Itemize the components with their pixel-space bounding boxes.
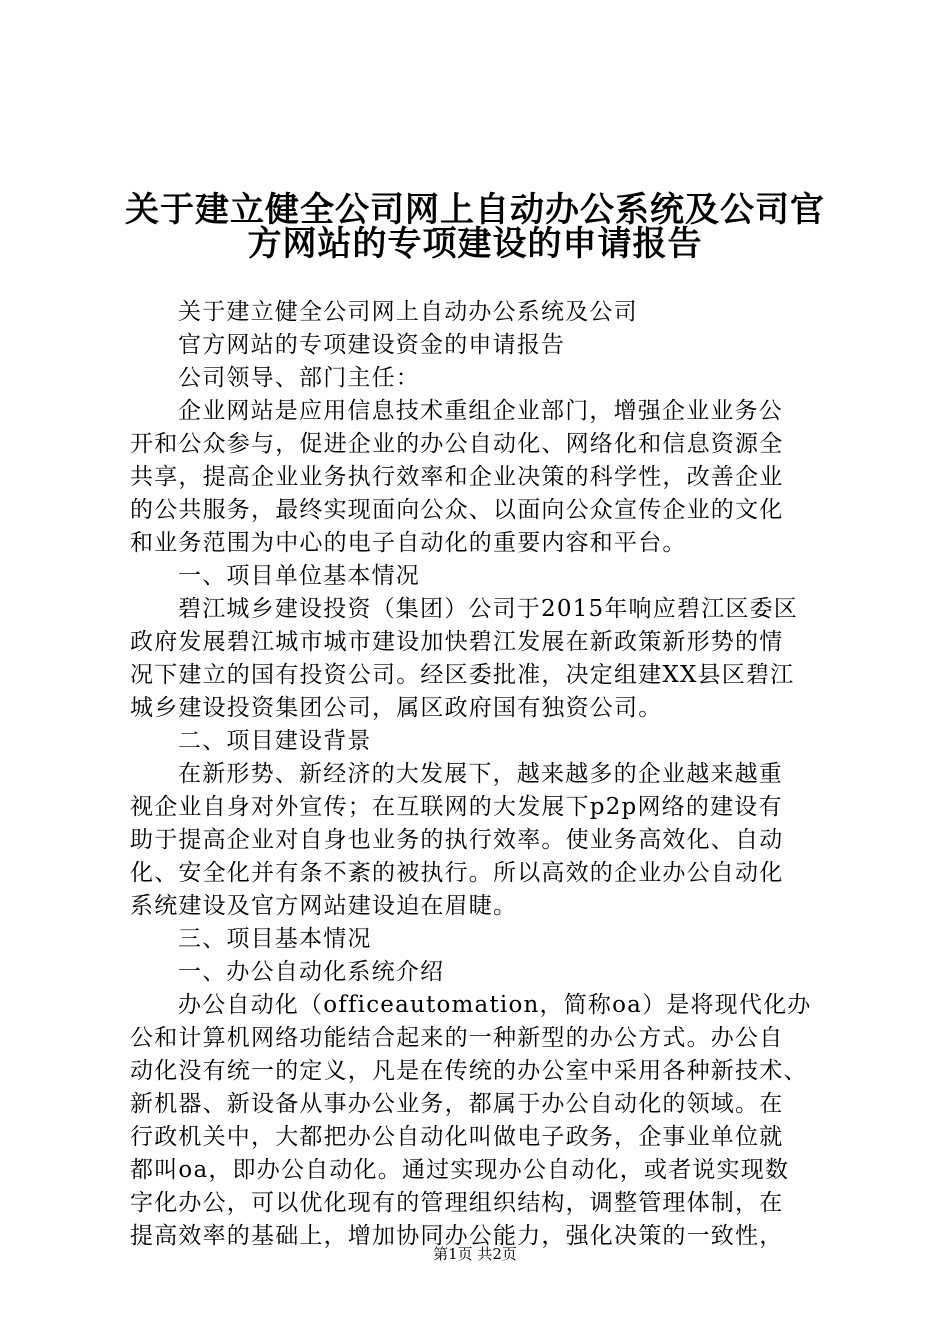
paragraph-line: 政府发展碧江城市城市建设加快碧江发展在新政策新形势的情: [130, 629, 784, 655]
paragraph-line: 新机器、新设备从事办公业务，都属于办公自动化的领域。在: [130, 1091, 784, 1117]
paragraph-line: 办公自动化（officeautomation，简称oa）是将现代化办: [178, 992, 812, 1018]
salutation: 公司领导、部门主任：: [178, 365, 420, 391]
paragraph-line: 企业网站是应用信息技术重组企业部门，增强企业业务公: [178, 398, 783, 424]
section-heading: 三、项目基本情况: [178, 926, 372, 952]
paragraph-line: 况下建立的国有投资公司。经区委批准，决定组建XX县区碧江: [130, 662, 795, 688]
paragraph-line: 公和计算机网络功能结合起来的一种新型的办公方式。办公自: [130, 1025, 784, 1051]
page-footer: 第1页 共2页: [433, 1245, 517, 1263]
paragraph-line: 系统建设及官方网站建设迫在眉睫。: [130, 893, 518, 919]
paragraph-line: 提高效率的基础上，增加协同办公能力，强化决策的一致性，: [130, 1223, 784, 1249]
section-heading: 一、办公自动化系统介绍: [178, 959, 445, 985]
paragraph-line: 行政机关中，大都把办公自动化叫做电子政务，企事业单位就: [130, 1124, 784, 1150]
paragraph-line: 动化没有统一的定义，凡是在传统的办公室中采用各种新技术、: [130, 1058, 808, 1084]
paragraph-line: 的公共服务，最终实现面向公众、以面向公众宣传企业的文化: [130, 497, 784, 523]
paragraph-line: 都叫oa，即办公自动化。通过实现办公自动化，或者说实现数: [130, 1157, 790, 1183]
paragraph-line: 化、安全化并有条不紊的被执行。所以高效的企业办公自动化: [130, 860, 784, 886]
paragraph-line: 助于提高企业对自身也业务的执行效率。使业务高效化、自动: [130, 827, 784, 853]
section-heading: 一、项目单位基本情况: [178, 563, 420, 589]
paragraph-line: 碧江城乡建设投资（集团）公司于2015年响应碧江区委区: [178, 596, 798, 622]
paragraph-line: 开和公众参与，促进企业的办公自动化、网络化和信息资源全: [130, 431, 784, 457]
paragraph-line: 视企业自身对外宣传；在互联网的大发展下p2p网络的建设有: [130, 794, 783, 820]
paragraph-line: 和业务范围为中心的电子自动化的重要内容和平台。: [130, 530, 687, 556]
subtitle-line-1: 关于建立健全公司网上自动办公系统及公司: [178, 299, 638, 325]
paragraph-line: 共享，提高企业业务执行效率和企业决策的科学性，改善企业: [130, 464, 784, 490]
document-title-line-2: 方网站的专项建设的申请报告: [247, 224, 703, 264]
document-title-line-1: 关于建立健全公司网上自动办公系统及公司官: [125, 190, 825, 230]
paragraph-line: 字化办公，可以优化现有的管理组织结构，调整管理体制，在: [130, 1190, 784, 1216]
subtitle-line-2: 官方网站的专项建设资金的申请报告: [178, 332, 566, 358]
paragraph-line: 城乡建设投资集团公司，属区政府国有独资公司。: [130, 695, 663, 721]
paragraph-line: 在新形势、新经济的大发展下，越来越多的企业越来越重: [178, 761, 783, 787]
section-heading: 二、项目建设背景: [178, 728, 372, 754]
